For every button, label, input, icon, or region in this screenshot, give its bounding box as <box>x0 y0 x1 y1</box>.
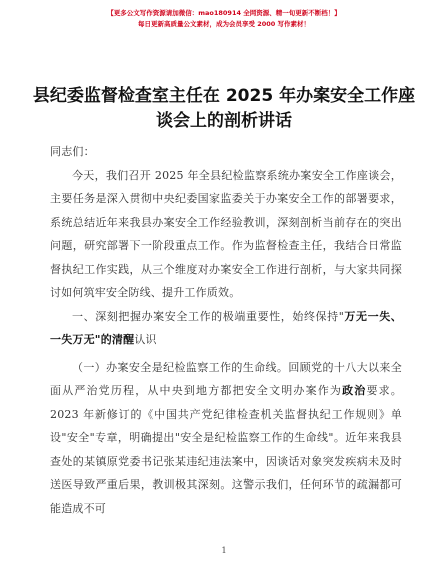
document-title: 县纪委监督检查室主任在 2025 年办案安全工作座谈会上的剖析讲话 <box>32 86 416 131</box>
header-banner <box>0 8 448 30</box>
banner-line-1: 【更多公文写作资源请加微信：mao180914 全网资源、精一旬更新不断档！】 <box>107 9 341 17</box>
paragraph-subsection-1-pre: （一）办案安全是纪检监察工作的生命线。回顾党的十八大以来全面从严治党历程，从中央到地方都把安全文明办案作为 <box>50 360 402 397</box>
greeting: 同志们： <box>50 145 95 158</box>
document-body <box>50 140 402 520</box>
section-heading-1 <box>50 305 402 352</box>
banner-line-2: 每日更新高质量公文素材，成为会员享受 2000 写作素材！ <box>137 20 311 28</box>
page-number: 1 <box>221 546 227 555</box>
section-heading-1-pre: 一、深刻把握办案安全工作的极端重要性，始终保持" <box>72 309 345 323</box>
paragraph-subsection-1-emphasis: 政治 <box>342 384 367 397</box>
paragraph-subsection-1 <box>50 356 402 521</box>
section-heading-1-post: 认识 <box>134 333 157 346</box>
paragraph-intro: 今天，我们召开 2025 年全县纪检监察系统办案安全工作座谈会，主要任务是深入贯彻中央纪委国家监委关于办案安全工作的部署要求，系统总结近年来我县办案安全工作经验教训，深刻剖析当前存在的突出问题，研究部署下一阶段重点工作。作为监督检查主任，我结合日常监督执纪工作实践，从三个维度对办案安全工作进行剖析，与大家共同探讨如何筑牢安全防线、提升工作质效。 <box>50 168 402 299</box>
paragraph-subsection-1-post: 要求。2023 年新修订的《中国共产党纪律检查机关监督执纪工作规则》单设"安全"专章，明确提出"安全是纪检监察工作的生命线"。近年来我县查处的某镇原党委书记张某违纪违法案中，因谈话对象突发疾病未及时送医导致严重后果，教训极其深刻。这警示我们，任何环节的疏漏都可能造成不可 <box>50 384 402 515</box>
section-heading-1-emphasis: 万无一失、一失万无"的清醒 <box>50 309 403 346</box>
